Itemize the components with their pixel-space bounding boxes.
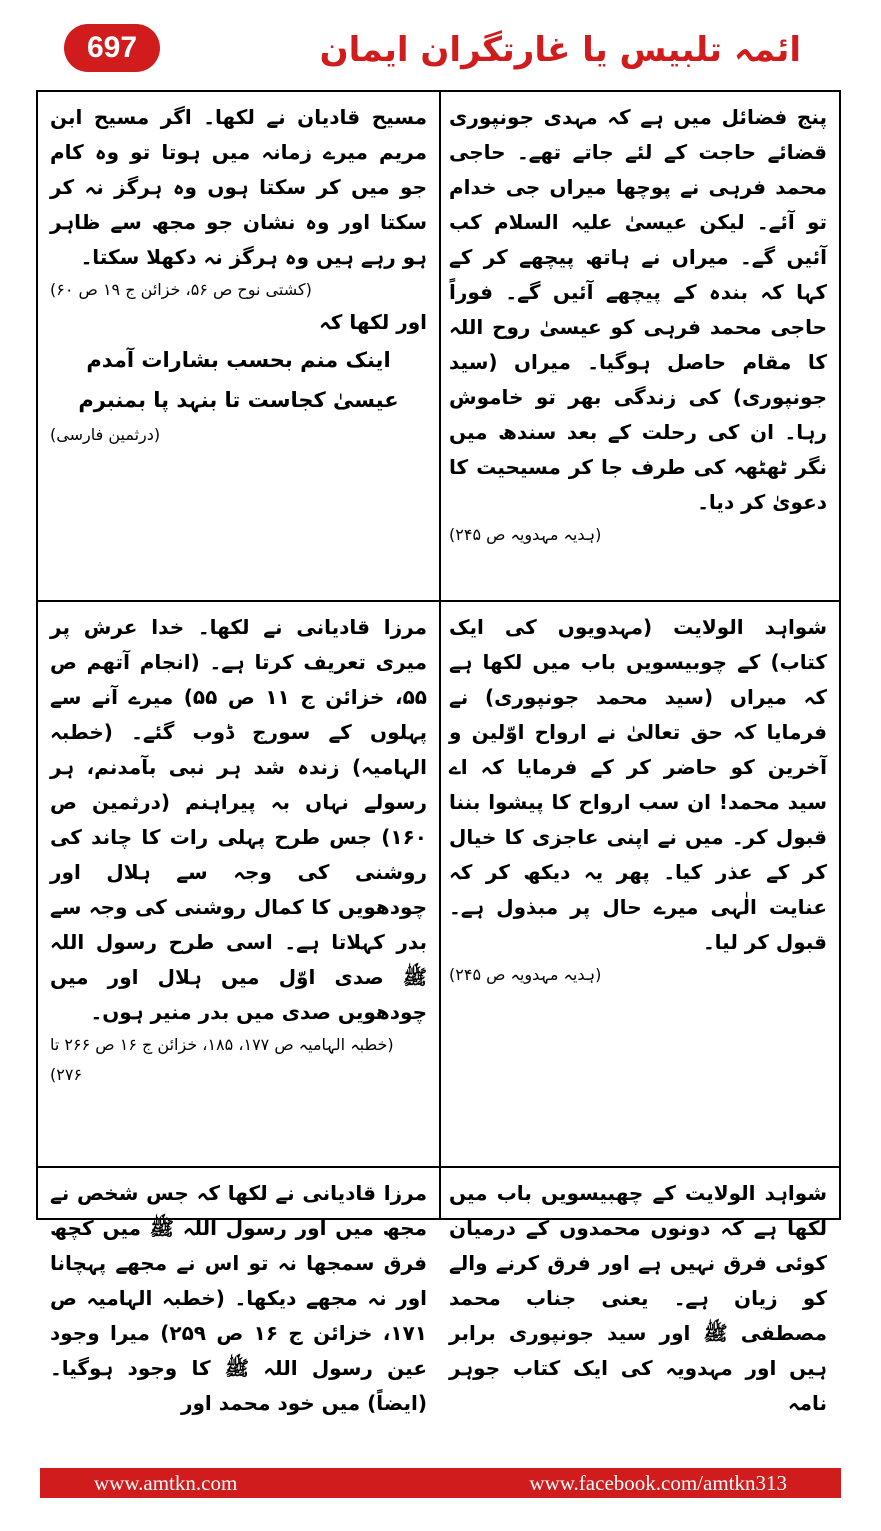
row1-left-text: مسیح قادیان نے لکھا۔ اگر مسیح ابن مریم میرے زمانہ میں ہوتا تو وہ کام جو میں کر سکتا ہوں وہ ہرگز نہ کر سکتا اور وہ نشان جو مجھ سے ظاہر ہو رہے ہیں وہ ہرگز نہ دکھلا سکتا۔ bbox=[50, 105, 427, 269]
row1-left-intro: اور لکھا کہ bbox=[319, 310, 427, 334]
footer-bar bbox=[40, 1468, 841, 1498]
row3-right-text: شواہد الولایت کے چھبیسویں باب میں لکھا ہے کہ دونوں محمدوں کے درمیان کوئی فرق نہیں ہے اور فرق کرنے والے کو زیان ہے۔ یعنی جناب محمد مصطفی ﷺ اور سید جونپوری برابر ہیں اور مہدویہ کی ایک کتاب جوہر نامہ bbox=[449, 1181, 827, 1415]
row2-right-cell bbox=[437, 602, 839, 1166]
row1-right-text: پنج فضائل میں ہے کہ مہدی جونپوری قضائے حاجت کے لئے جاتے تھے۔ حاجی محمد فرہی نے پوچھا میراں جی خدام تو آئے۔ لیکن عیسیٰ علیہ السلام کب آئیں گے۔ میراں نے ہاتھ پیچھے کر کے کہا کہ بندہ کے پیچھے آئیں گے۔ فوراً حاجی محمد فرہی کو عیسیٰ روح اللہ کا مقام حاصل ہوگیا۔ میراں (سید جونپوری) کی زندگی بھر تو خاموش رہا۔ ان کی رحلت کے بعد سندھ میں نگر ٹھٹھہ کی طرف جا کر مسیحیت کا دعویٰ کر دیا۔ bbox=[449, 105, 827, 514]
row2-left-reference: (خطبہ الہامیہ ص ۱۷۷، ۱۸۵، خزائن ج ۱۶ ص ۲۶۶ تا ۲۷۶) bbox=[50, 1035, 394, 1084]
poem-reference: (درثمین فارسی) bbox=[50, 425, 161, 444]
page-header bbox=[0, 0, 881, 96]
row2-right-reference: (ہدیہ مہدویہ ص ۲۴۵) bbox=[449, 965, 602, 984]
row2-left-cell bbox=[38, 602, 439, 1166]
page-number-badge: 697 bbox=[64, 24, 160, 72]
row2-right-text: شواہد الولایت (مہدویوں کی ایک کتاب) کے چوبیسویں باب میں لکھا ہے کہ میراں (سید محمد جونپوری) نے فرمایا کہ حق تعالیٰ نے ارواح اوّلین و آخرین کو حاضر کر کے فرمایا کہ اے سید محمد! ان سب ارواح کا پیشوا بننا قبول کر۔ میں نے اپنی عاجزی کا خیال کر کے عذر کیا۔ پھر یہ دیکھ کر کہ عنایت الٰہی میرے حال پر مبذول ہے۔ قبول کر لیا۔ bbox=[449, 615, 827, 954]
facebook-link[interactable]: www.facebook.com/amtkn313 bbox=[529, 1471, 787, 1495]
row1-left-cell bbox=[38, 92, 439, 600]
comparison-table bbox=[36, 90, 841, 1415]
book-title: ائمہ تلبیس یا غارتگران ایمان bbox=[319, 30, 801, 70]
row1-right-cell bbox=[437, 92, 839, 600]
website-link[interactable]: www.amtkn.com bbox=[94, 1471, 238, 1495]
row3-left-cell bbox=[38, 1168, 439, 1415]
poem-line-1: اینک منم بحسب بشارات آمدم bbox=[86, 348, 391, 372]
row2-left-text: مرزا قادیانی نے لکھا۔ خدا عرش پر میری تعریف کرتا ہے۔ (انجام آتھم ص ۵۵، خزائن ج ۱۱ ص ۵۵) میرے آنے سے پہلوں کے سورج ڈوب گئے۔ (خطبہ الہامیہ) زندہ شد ہر نبی بآمدنم، ہر رسولے نہاں بہ پیراہنم (درثمین ص ۱۶۰) جس طرح پہلی رات کا چاند کی روشنی کی وجہ سے ہلال اور چودھویں کا کمال روشنی کی وجہ سے بدر کہلاتا ہے۔ اسی طرح رسول اللہ ﷺ صدی اوّل میں ہلال اور میں چودھویں صدی میں بدر منیر ہوں۔ bbox=[50, 615, 427, 1024]
row3-right-cell bbox=[437, 1168, 839, 1415]
row1-right-reference: (ہدیہ مہدویہ ص ۲۴۵) bbox=[449, 525, 602, 544]
row3-left-text: مرزا قادیانی نے لکھا کہ جس شخص نے مجھ میں اور رسول اللہ ﷺ میں کچھ فرق سمجھا نہ تو اس نے مجھے پہچانا اور نہ مجھے دیکھا۔ (خطبہ الہامیہ ص ۱۷۱، خزائن ج ۱۶ ص ۲۵۹) میرا وجود عین رسول اللہ ﷺ کا وجود ہوگیا۔ (ایضاً) میں خود محمد اور bbox=[50, 1181, 427, 1415]
row1-left-reference: (کشتی نوح ص ۵۶، خزائن ج ۱۹ ص ۶۰) bbox=[50, 280, 312, 299]
poem-line-2: عیسیٰ کجاست تا بنہد پا بمنبرم bbox=[78, 388, 399, 412]
